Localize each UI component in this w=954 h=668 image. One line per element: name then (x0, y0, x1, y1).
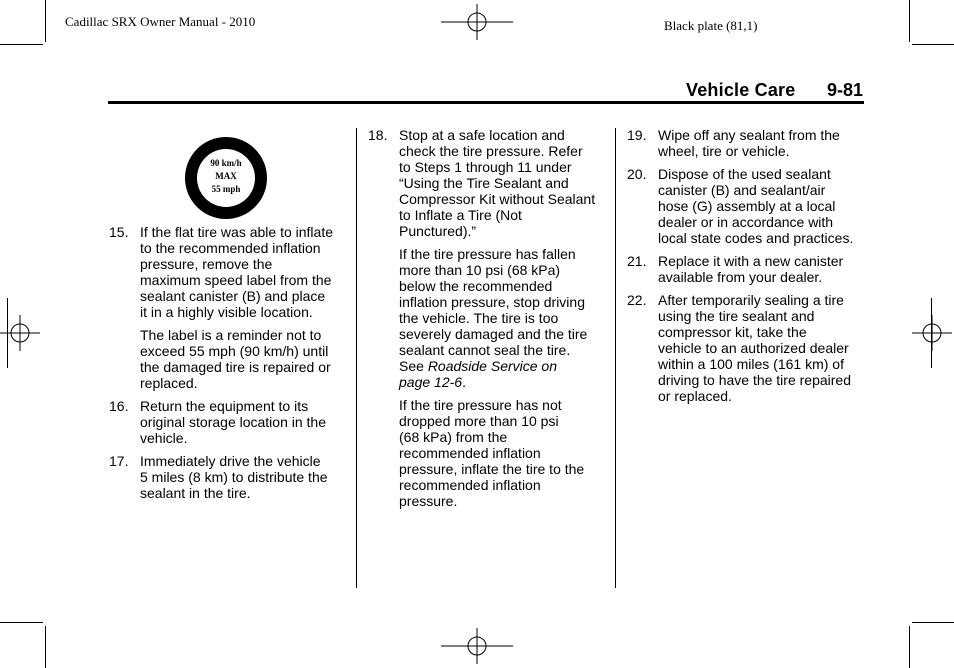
line: hose (G) assembly at a local (658, 198, 836, 214)
item-number: 20. (627, 166, 647, 182)
line: replaced. (140, 375, 198, 391)
paragraph-pressure-not-dropped (368, 397, 610, 509)
line: recommended inflation (399, 477, 541, 493)
column-divider (615, 128, 616, 588)
line: maximum speed label from the (140, 272, 332, 288)
plate-label: Black plate (81,1) (664, 18, 758, 33)
column-divider (356, 128, 357, 588)
crop-mark (912, 44, 954, 45)
line: If the flat tire was able to inflate (140, 224, 333, 240)
line: Return the equipment to its (140, 398, 309, 414)
line: compressor kit, take the (658, 324, 807, 340)
line: or replaced. (658, 388, 732, 404)
line: driving to have the tire repaired (658, 372, 851, 388)
crop-mark (909, 0, 910, 42)
line: local state codes and practices. (658, 230, 854, 246)
list-item-18 (368, 127, 610, 239)
line: severely damaged and the tire (399, 326, 588, 342)
paragraph-label-reminder (109, 327, 349, 391)
label-max: MAX (215, 171, 237, 181)
page-number: 9-81 (827, 80, 864, 100)
crop-mark (0, 44, 43, 45)
line: (68 kPa) from the (399, 429, 508, 445)
paragraph-pressure-fallen (368, 246, 610, 390)
crop-mark (45, 0, 46, 42)
list-item-15 (109, 224, 349, 320)
line: “Using the Tire Sealant and (399, 175, 569, 191)
registration-mark-bottom (441, 626, 513, 666)
item-number: 19. (627, 127, 647, 143)
line (399, 358, 610, 374)
see-text: See (399, 358, 428, 374)
line: sealant in the tire. (140, 485, 251, 501)
crop-mark (909, 626, 910, 668)
line: the damaged tire is repaired or (140, 359, 331, 375)
line (399, 374, 610, 390)
line: to the recommended inflation (140, 240, 321, 256)
manual-title: Cadillac SRX Owner Manual - 2010 (65, 14, 256, 29)
column-2 (368, 127, 610, 516)
item-number: 22. (627, 292, 647, 308)
line: Compressor Kit without Sealant (399, 191, 596, 207)
item-number: 18. (368, 127, 388, 143)
item-number: 16. (109, 398, 129, 414)
line: pressure, inflate the tire to the (399, 461, 585, 477)
line: within a 100 miles (161 km) of (658, 356, 844, 372)
label-speed-kmh: 90 km/h (210, 158, 242, 168)
crop-mark (45, 626, 46, 668)
line: the vehicle. The tire is too (399, 310, 559, 326)
line: below the recommended (399, 278, 553, 294)
crop-mark (0, 622, 43, 623)
line: check the tire pressure. Refer (399, 143, 583, 159)
max-speed-label-image (184, 136, 268, 220)
line: Punctured).” (399, 223, 477, 239)
line: sealant cannot seal the tire. (399, 342, 571, 358)
line: dropped more than 10 psi (399, 413, 559, 429)
line: wheel, tire or vehicle. (658, 143, 790, 159)
line: pressure. (399, 493, 458, 509)
line: Dispose of the used sealant (658, 166, 831, 182)
line: available from your dealer. (658, 269, 823, 285)
line: If the tire pressure has not (399, 397, 562, 413)
cross-reference-link[interactable]: Roadside Service on (427, 358, 557, 374)
line: After temporarily sealing a tire (658, 292, 844, 308)
list-item-21 (627, 253, 867, 285)
line: Immediately drive the vehicle (140, 453, 321, 469)
list-item-19 (627, 127, 867, 159)
list-item-16 (109, 398, 349, 446)
line: The label is a reminder not to (140, 327, 322, 343)
line: Replace it with a new canister (658, 253, 844, 269)
line: to Inflate a Tire (Not (399, 207, 522, 223)
line: If the tire pressure has fallen (399, 246, 576, 262)
line: inflation pressure, stop driving (399, 294, 585, 310)
cross-reference-page-link[interactable]: page 12‑6 (399, 374, 463, 390)
line: to Steps 1 through 11 under (399, 159, 572, 175)
line: exceed 55 mph (90 km/h) until (140, 343, 329, 359)
item-number: 17. (109, 453, 129, 469)
item-number: 21. (627, 253, 647, 269)
line: original storage location in the (140, 414, 327, 430)
header-rule (108, 101, 864, 104)
item-number: 15. (109, 224, 129, 240)
line: recommended inflation (399, 445, 541, 461)
line: more than 10 psi (68 kPa) (399, 262, 561, 278)
line: Stop at a safe location and (399, 127, 565, 143)
registration-mark-left (0, 313, 40, 353)
line: dealer or in accordance with (658, 214, 834, 230)
line: sealant canister (B) and place (140, 288, 326, 304)
line: Wipe off any sealant from the (658, 127, 840, 143)
registration-mark-right (912, 313, 952, 353)
line: it in a highly visible location. (140, 304, 313, 320)
line: pressure, remove the (140, 256, 273, 272)
column-1 (109, 224, 349, 508)
column-3 (627, 127, 867, 411)
label-speed-mph: 55 mph (211, 184, 241, 194)
list-item-22 (627, 292, 867, 404)
line: vehicle. (140, 430, 188, 446)
line: vehicle to an authorized dealer (658, 340, 849, 356)
section-title: Vehicle Care (686, 80, 796, 100)
list-item-20 (627, 166, 867, 246)
period: . (462, 374, 466, 390)
registration-mark-top (441, 2, 513, 42)
line: using the tire sealant and (658, 308, 815, 324)
line: 5 miles (8 km) to distribute the (140, 469, 328, 485)
list-item-17 (109, 453, 349, 501)
crop-mark (912, 622, 954, 623)
line: canister (B) and sealant/air (658, 182, 826, 198)
